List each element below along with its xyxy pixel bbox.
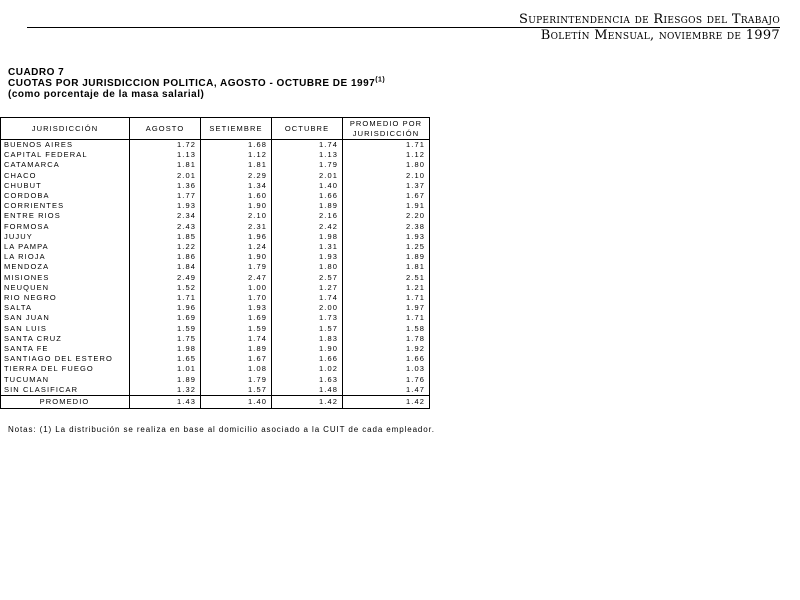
table-row	[1, 171, 430, 181]
cell-jurisdiccion: BUENOS AIRES	[1, 140, 130, 151]
cell-octubre: 1.66	[272, 191, 343, 201]
cell-octubre: 2.16	[272, 211, 343, 221]
table-row	[1, 181, 430, 191]
cell-setiembre: 1.93	[201, 303, 272, 313]
cell-agosto: 2.49	[130, 273, 201, 283]
quota-table	[0, 117, 430, 409]
cell-jurisdiccion: SIN CLASIFICAR	[1, 385, 130, 396]
cell-jurisdiccion: SAN JUAN	[1, 313, 130, 323]
table-row	[1, 313, 430, 323]
cell-agosto: 1.93	[130, 201, 201, 211]
col-header-promedio	[343, 118, 430, 140]
cell-octubre: 1.74	[272, 140, 343, 151]
col-header-promedio-line1: PROMEDIO POR	[349, 118, 423, 128]
cell-jurisdiccion: NEUQUEN	[1, 283, 130, 293]
cell-setiembre: 2.10	[201, 211, 272, 221]
table-row	[1, 252, 430, 262]
cell-setiembre: 1.74	[201, 334, 272, 344]
table-row	[1, 354, 430, 364]
cell-agosto: 1.72	[130, 140, 201, 151]
cell-setiembre: 1.79	[201, 375, 272, 385]
cell-octubre: 1.27	[272, 283, 343, 293]
cell-promedio: 1.21	[343, 283, 430, 293]
cell-octubre: 1.57	[272, 324, 343, 334]
cell-promedio: 1.97	[343, 303, 430, 313]
cell-agosto: 2.34	[130, 211, 201, 221]
cell-setiembre: 1.90	[201, 201, 272, 211]
table-title-text: CUOTAS POR JURISDICCION POLITICA, AGOSTO - OCTUBRE DE 1997	[8, 78, 376, 89]
cell-agosto: 1.89	[130, 375, 201, 385]
cell-agosto: 1.84	[130, 262, 201, 272]
cell-jurisdiccion: CORRIENTES	[1, 201, 130, 211]
cell-octubre: 1.63	[272, 375, 343, 385]
cell-octubre: 2.42	[272, 222, 343, 232]
table-body	[1, 140, 430, 409]
cell-total-octubre: 1.42	[272, 396, 343, 409]
cell-setiembre: 1.90	[201, 252, 272, 262]
col-header-setiembre: SETIEMBRE	[201, 118, 272, 140]
cell-octubre: 1.83	[272, 334, 343, 344]
cell-jurisdiccion: SAN LUIS	[1, 324, 130, 334]
table-row	[1, 334, 430, 344]
cell-total-label: PROMEDIO	[1, 396, 130, 409]
table-row	[1, 375, 430, 385]
cell-agosto: 2.43	[130, 222, 201, 232]
cell-promedio: 1.25	[343, 242, 430, 252]
cell-promedio: 1.12	[343, 150, 430, 160]
cell-promedio: 1.91	[343, 201, 430, 211]
table-subtitle: (como porcentaje de la masa salarial)	[8, 89, 205, 100]
cell-promedio: 1.80	[343, 160, 430, 170]
col-header-promedio-line2: JURISDICCIÓN	[352, 128, 420, 138]
cell-promedio: 1.93	[343, 232, 430, 242]
cell-octubre: 2.01	[272, 171, 343, 181]
cell-setiembre: 1.57	[201, 385, 272, 396]
table-row	[1, 324, 430, 334]
cell-jurisdiccion: LA RIOJA	[1, 252, 130, 262]
cell-agosto: 1.85	[130, 232, 201, 242]
cell-octubre: 1.90	[272, 344, 343, 354]
cell-agosto: 1.59	[130, 324, 201, 334]
col-header-octubre: OCTUBRE	[272, 118, 343, 140]
cell-agosto: 1.81	[130, 160, 201, 170]
cell-agosto: 1.36	[130, 181, 201, 191]
cell-total-setiembre: 1.40	[201, 396, 272, 409]
cell-setiembre: 1.79	[201, 262, 272, 272]
cell-setiembre: 2.47	[201, 273, 272, 283]
table-row	[1, 211, 430, 221]
cell-octubre: 1.89	[272, 201, 343, 211]
cell-jurisdiccion: CHACO	[1, 171, 130, 181]
cell-agosto: 1.22	[130, 242, 201, 252]
table-row	[1, 293, 430, 303]
cell-agosto: 1.13	[130, 150, 201, 160]
cell-setiembre: 1.67	[201, 354, 272, 364]
cell-jurisdiccion: MENDOZA	[1, 262, 130, 272]
table-total-row	[1, 396, 430, 409]
cell-jurisdiccion: TIERRA DEL FUEGO	[1, 364, 130, 374]
cell-octubre: 1.02	[272, 364, 343, 374]
cell-jurisdiccion: TUCUMAN	[1, 375, 130, 385]
cell-setiembre: 1.12	[201, 150, 272, 160]
table-row	[1, 262, 430, 272]
cell-octubre: 1.40	[272, 181, 343, 191]
table-row	[1, 140, 430, 151]
cell-octubre: 1.80	[272, 262, 343, 272]
cell-octubre: 1.31	[272, 242, 343, 252]
cell-jurisdiccion: CATAMARCA	[1, 160, 130, 170]
cell-octubre: 1.66	[272, 354, 343, 364]
table-row	[1, 344, 430, 354]
cell-setiembre: 1.81	[201, 160, 272, 170]
cell-setiembre: 1.59	[201, 324, 272, 334]
cell-setiembre: 1.08	[201, 364, 272, 374]
cell-octubre: 1.73	[272, 313, 343, 323]
cell-agosto: 1.75	[130, 334, 201, 344]
cell-promedio: 1.78	[343, 334, 430, 344]
cell-promedio: 1.71	[343, 140, 430, 151]
table-row	[1, 150, 430, 160]
table-row	[1, 242, 430, 252]
cell-setiembre: 1.96	[201, 232, 272, 242]
cell-octubre: 1.98	[272, 232, 343, 242]
table-row	[1, 385, 430, 396]
footnote-ref: (1)	[375, 76, 386, 84]
table-notes: Notas: (1) La distribución se realiza en base al domicilio asociado a la CUIT de cada empleador.	[8, 425, 435, 434]
table-row	[1, 222, 430, 232]
cell-agosto: 2.01	[130, 171, 201, 181]
cell-octubre: 1.48	[272, 385, 343, 396]
cell-jurisdiccion: SANTIAGO DEL ESTERO	[1, 354, 130, 364]
table-title-block	[8, 67, 385, 100]
cell-jurisdiccion: SANTA CRUZ	[1, 334, 130, 344]
cell-setiembre: 1.24	[201, 242, 272, 252]
cell-jurisdiccion: ENTRE RIOS	[1, 211, 130, 221]
table-row	[1, 364, 430, 374]
cell-agosto: 1.98	[130, 344, 201, 354]
cell-promedio: 1.66	[343, 354, 430, 364]
cell-promedio: 1.67	[343, 191, 430, 201]
table-header-row	[1, 118, 430, 140]
cell-jurisdiccion: SALTA	[1, 303, 130, 313]
cell-setiembre: 1.34	[201, 181, 272, 191]
cell-jurisdiccion: JUJUY	[1, 232, 130, 242]
cell-promedio: 1.58	[343, 324, 430, 334]
table-title	[8, 78, 385, 89]
table-code: CUADRO 7	[8, 67, 65, 78]
cell-promedio: 1.76	[343, 375, 430, 385]
cell-setiembre: 1.00	[201, 283, 272, 293]
col-header-jurisdiccion: JURISDICCIÓN	[1, 118, 130, 140]
cell-promedio: 2.10	[343, 171, 430, 181]
cell-agosto: 1.77	[130, 191, 201, 201]
cell-agosto: 1.65	[130, 354, 201, 364]
cell-jurisdiccion: RIO NEGRO	[1, 293, 130, 303]
table-row	[1, 160, 430, 170]
cell-total-agosto: 1.43	[130, 396, 201, 409]
cell-jurisdiccion: SANTA FE	[1, 344, 130, 354]
cell-setiembre: 2.29	[201, 171, 272, 181]
cell-promedio: 1.71	[343, 313, 430, 323]
cell-agosto: 1.69	[130, 313, 201, 323]
cell-agosto: 1.86	[130, 252, 201, 262]
cell-jurisdiccion: CORDOBA	[1, 191, 130, 201]
cell-promedio: 1.37	[343, 181, 430, 191]
cell-setiembre: 1.68	[201, 140, 272, 151]
table-row	[1, 201, 430, 211]
cell-total-promedio: 1.42	[343, 396, 430, 409]
table-row	[1, 273, 430, 283]
table-row	[1, 303, 430, 313]
table-row	[1, 232, 430, 242]
cell-agosto: 1.96	[130, 303, 201, 313]
cell-jurisdiccion: MISIONES	[1, 273, 130, 283]
cell-promedio: 1.03	[343, 364, 430, 374]
cell-setiembre: 2.31	[201, 222, 272, 232]
cell-octubre: 1.79	[272, 160, 343, 170]
cell-promedio: 1.71	[343, 293, 430, 303]
header-organization: Superintendencia de Riesgos del Trabajo	[518, 12, 780, 27]
cell-agosto: 1.71	[130, 293, 201, 303]
cell-jurisdiccion: CHUBUT	[1, 181, 130, 191]
cell-octubre: 2.00	[272, 303, 343, 313]
cell-agosto: 1.52	[130, 283, 201, 293]
cell-setiembre: 1.69	[201, 313, 272, 323]
cell-agosto: 1.01	[130, 364, 201, 374]
col-header-agosto: AGOSTO	[130, 118, 201, 140]
table-row	[1, 191, 430, 201]
cell-octubre: 1.13	[272, 150, 343, 160]
cell-promedio: 2.51	[343, 273, 430, 283]
cell-octubre: 1.93	[272, 252, 343, 262]
header-issue: Boletín Mensual, noviembre de 1997	[540, 28, 780, 43]
cell-jurisdiccion: FORMOSA	[1, 222, 130, 232]
cell-octubre: 1.74	[272, 293, 343, 303]
cell-setiembre: 1.89	[201, 344, 272, 354]
cell-octubre: 2.57	[272, 273, 343, 283]
cell-setiembre: 1.70	[201, 293, 272, 303]
cell-promedio: 2.20	[343, 211, 430, 221]
cell-setiembre: 1.60	[201, 191, 272, 201]
cell-agosto: 1.32	[130, 385, 201, 396]
cell-promedio: 1.47	[343, 385, 430, 396]
cell-promedio: 1.89	[343, 252, 430, 262]
cell-promedio: 2.38	[343, 222, 430, 232]
cell-jurisdiccion: CAPITAL FEDERAL	[1, 150, 130, 160]
cell-promedio: 1.92	[343, 344, 430, 354]
table-row	[1, 283, 430, 293]
cell-jurisdiccion: LA PAMPA	[1, 242, 130, 252]
cell-promedio: 1.81	[343, 262, 430, 272]
